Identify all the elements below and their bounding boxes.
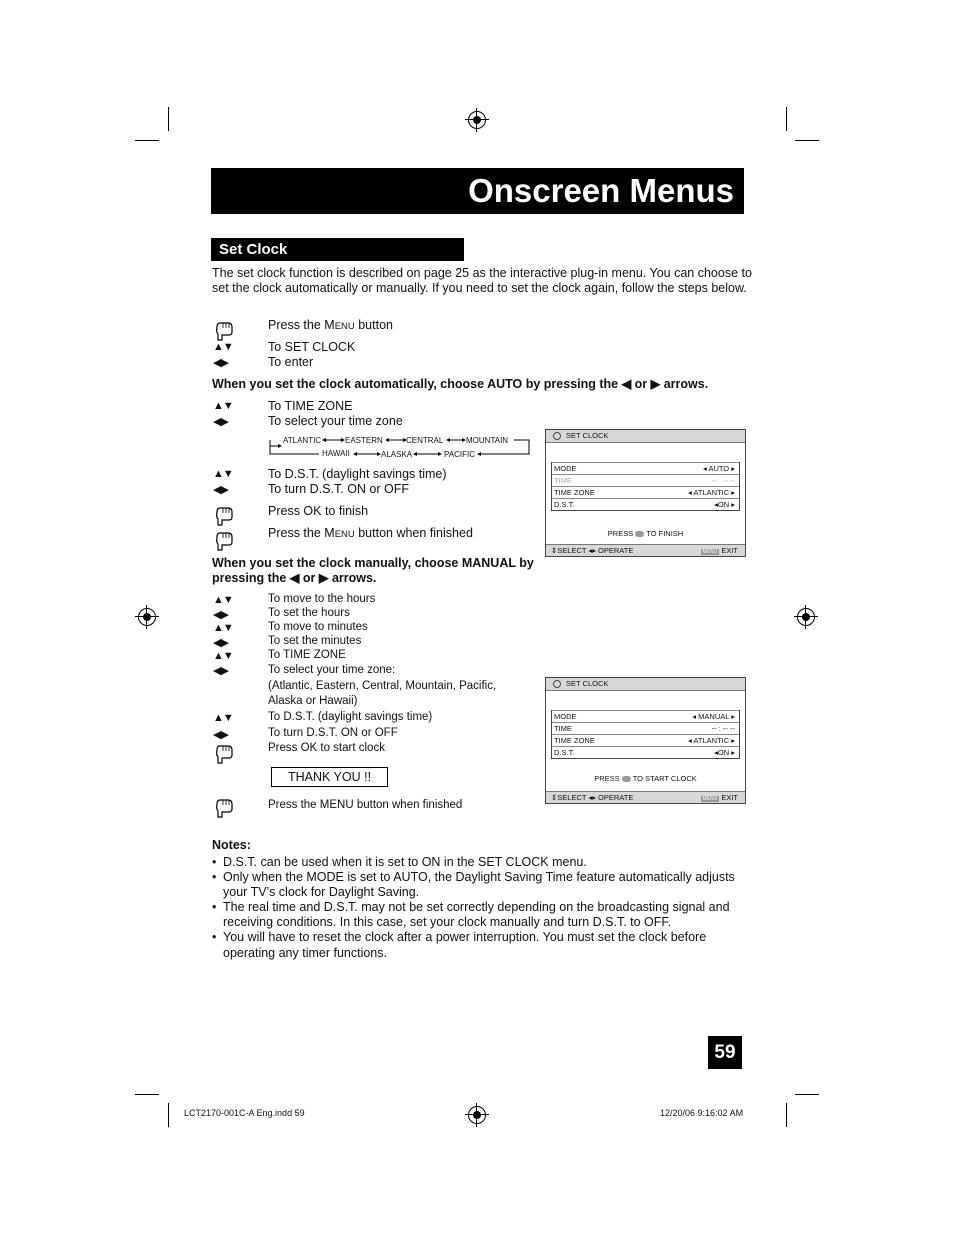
hand-press-icon bbox=[214, 504, 235, 526]
registration-mark-icon bbox=[468, 111, 486, 129]
up-down-arrows-icon: ▲▼ bbox=[213, 594, 233, 606]
osd-row-mode: MODE ◂ MANUAL ▸ bbox=[552, 710, 739, 722]
step-text: Alaska or Hawaii) bbox=[268, 695, 358, 707]
step-text: Press the MENU button when finished bbox=[268, 799, 463, 811]
hand-press-icon bbox=[214, 319, 235, 341]
left-right-arrows-icon: ◀▶ bbox=[213, 484, 228, 496]
hand-press-icon bbox=[214, 796, 235, 818]
crop-mark bbox=[786, 1103, 787, 1127]
crop-mark bbox=[135, 140, 159, 141]
left-right-arrows-icon: ◀▶ bbox=[213, 357, 228, 369]
auto-heading: When you set the clock automatically, choose AUTO by pressing the ◀ or ▶ arrows. bbox=[212, 377, 709, 391]
left-right-arrows-icon: ◀▶ bbox=[213, 609, 228, 621]
tz-alaska: ALASKA bbox=[381, 450, 413, 459]
step-text: To select your time zone: bbox=[268, 664, 396, 676]
ok-button-icon bbox=[635, 531, 644, 537]
thank-you-message: THANK YOU !! bbox=[271, 767, 388, 787]
tz-hawaii: HAWAII bbox=[322, 449, 350, 458]
tz-atlantic: ATLANTIC bbox=[283, 436, 322, 445]
osd-set-clock-auto bbox=[545, 429, 746, 557]
osd-header bbox=[546, 678, 745, 691]
up-down-arrows-icon: ▲▼ bbox=[213, 400, 233, 412]
step-text: To turn D.S.T. ON or OFF bbox=[268, 482, 409, 496]
manual-heading: When you set the clock manually, choose MANUAL by pressing the ◀ or ▶ arrows. bbox=[212, 556, 534, 585]
crop-mark bbox=[795, 1094, 819, 1095]
osd-row-dst: D.S.T. ◂ON ▸ bbox=[552, 498, 739, 510]
page-title: Onscreen Menus bbox=[211, 168, 744, 214]
up-down-arrows-icon: ▲▼ bbox=[213, 468, 233, 480]
registration-mark-icon bbox=[797, 608, 815, 626]
osd-set-clock-manual bbox=[545, 677, 746, 804]
registration-mark-icon bbox=[138, 608, 156, 626]
osd-press-hint: PRESS TO START CLOCK bbox=[594, 774, 697, 783]
osd-row-time-zone: TIME ZONE ◂ ATLANTIC ▸ bbox=[552, 734, 739, 746]
note-item: • Only when the MODE is set to AUTO, the Daylight Saving Time feature automatically adjusts your TV’s clock for Daylight Saving. bbox=[212, 870, 752, 900]
registration-mark-icon bbox=[468, 1106, 486, 1124]
step-text: To set the hours bbox=[268, 607, 350, 619]
clock-icon bbox=[553, 680, 561, 688]
hand-press-icon bbox=[214, 529, 235, 551]
step-text: To set the minutes bbox=[268, 635, 362, 647]
step-text: Press OK to start clock bbox=[268, 742, 385, 754]
step-text: To select your time zone bbox=[268, 414, 403, 428]
osd-table bbox=[551, 462, 740, 511]
step-text: To enter bbox=[268, 355, 314, 369]
clock-icon bbox=[553, 432, 561, 440]
osd-row-mode: MODE ◂ AUTO ▸ bbox=[552, 462, 739, 474]
left-right-arrows-icon: ◀▶ bbox=[213, 637, 228, 649]
up-down-arrows-icon: ▲▼ bbox=[213, 341, 233, 353]
step-text: To D.S.T. (daylight savings time) bbox=[268, 711, 433, 723]
notes-heading: Notes: bbox=[212, 838, 251, 852]
osd-footer: ⇕SELECT ◂▸ OPERATE MENU EXIT bbox=[546, 544, 745, 556]
left-right-arrows-icon: ◀▶ bbox=[213, 729, 228, 741]
up-down-arrows-icon: ▲▼ bbox=[213, 712, 233, 724]
tz-eastern: EASTERN bbox=[345, 436, 383, 445]
intro-paragraph: The set clock function is described on page 25 as the interactive plug-in menu. You can choose to set the clock automatically or manually. If you need to set the clock again, follow the steps below. bbox=[212, 266, 752, 296]
section-title: Set Clock bbox=[211, 238, 464, 261]
step-text: Press OK to finish bbox=[268, 504, 369, 518]
osd-row-time-zone: TIME ZONE ◂ ATLANTIC ▸ bbox=[552, 486, 739, 498]
tz-mountain: MOUNTAIN bbox=[466, 436, 509, 445]
up-down-arrows-icon: ▲▼ bbox=[213, 650, 233, 662]
osd-footer: ⇕SELECT ◂▸ OPERATE MENU EXIT bbox=[546, 791, 745, 803]
note-item: • You will have to reset the clock after a power interruption. You must set the clock before operating any timer functions. bbox=[212, 930, 752, 960]
step-text: To move to minutes bbox=[268, 621, 368, 633]
notes-list bbox=[212, 855, 752, 961]
hand-press-icon bbox=[214, 742, 235, 764]
step-text: To SET CLOCK bbox=[268, 340, 356, 354]
osd-row-time: TIME -- : -- -- bbox=[552, 474, 739, 486]
step-text: To TIME ZONE bbox=[268, 399, 353, 413]
step-text: To TIME ZONE bbox=[268, 649, 346, 661]
step-text: To turn D.S.T. ON or OFF bbox=[268, 727, 398, 739]
crop-mark bbox=[135, 1094, 159, 1095]
slug-date: 12/20/06 9:16:02 AM bbox=[660, 1108, 744, 1118]
up-down-arrows-icon: ▲▼ bbox=[213, 622, 233, 634]
tz-central: CENTRAL bbox=[406, 436, 444, 445]
tz-pacific: PACIFIC bbox=[444, 450, 475, 459]
ok-button-icon bbox=[622, 776, 631, 782]
osd-table bbox=[551, 710, 740, 759]
osd-row-time: TIME -- : -- -- bbox=[552, 722, 739, 734]
note-item: • D.S.T. can be used when it is set to ON in the SET CLOCK menu. bbox=[212, 855, 752, 870]
left-right-arrows-icon: ◀▶ bbox=[213, 665, 228, 677]
crop-mark bbox=[786, 107, 787, 131]
crop-mark bbox=[795, 140, 819, 141]
step-text: (Atlantic, Eastern, Central, Mountain, Pacific, bbox=[268, 680, 497, 692]
osd-press-hint: PRESS TO FINISH bbox=[607, 529, 684, 538]
osd-title: SET CLOCK bbox=[566, 679, 609, 688]
step-press-menu-finished: Press the MENU button when finished bbox=[268, 526, 473, 540]
left-right-arrows-icon: ◀▶ bbox=[213, 416, 228, 428]
step-press-menu: Press the MENU button bbox=[268, 318, 393, 332]
page-number: 59 bbox=[708, 1036, 742, 1069]
step-text: To D.S.T. (daylight savings time) bbox=[268, 467, 447, 481]
osd-title: SET CLOCK bbox=[566, 431, 609, 440]
note-item: • The real time and D.S.T. may not be set correctly depending on the broadcasting signal and receiving conditions. In this case, set your clock manually and turn D.S.T. to OFF. bbox=[212, 900, 752, 930]
crop-mark bbox=[168, 1103, 169, 1127]
step-text: To move to the hours bbox=[268, 593, 376, 605]
slug-file: LCT2170-001C-A Eng.indd 59 bbox=[184, 1108, 305, 1118]
osd-row-dst: D.S.T. ◂ON ▸ bbox=[552, 746, 739, 758]
crop-mark bbox=[168, 107, 169, 131]
osd-header bbox=[546, 430, 745, 443]
